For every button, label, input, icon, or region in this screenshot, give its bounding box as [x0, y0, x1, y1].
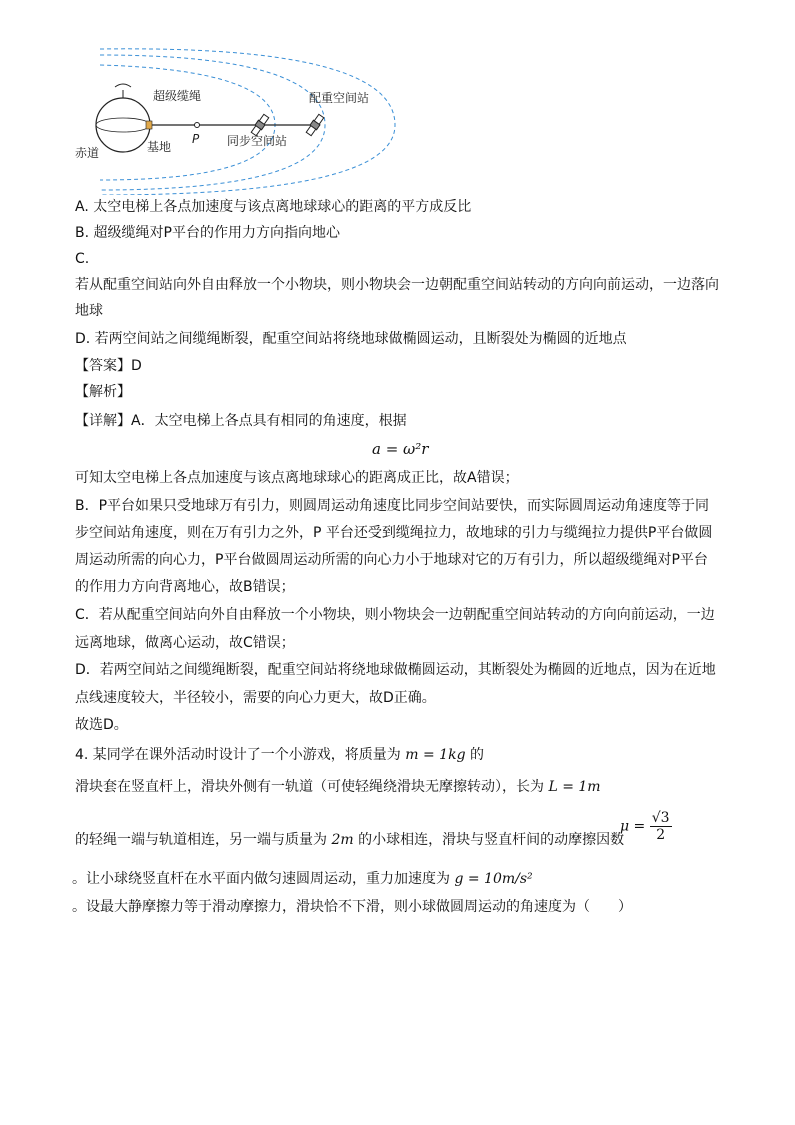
label-counter-station: 配重空间站	[309, 91, 370, 105]
q4-line-4	[72, 869, 533, 889]
mu-symbol: μ =	[620, 818, 646, 835]
earth-icon	[96, 98, 150, 152]
q4-line-2-text: 滑块套在竖直杆上，滑块外侧有一轨道（可使轻绳绕滑块无摩擦转动），长为	[75, 779, 544, 795]
label-base: 基地	[147, 140, 172, 154]
mu-numerator: √3	[651, 810, 670, 826]
option-d: D. 若两空间站之间缆绳断裂，配重空间站将绕地球做椭圆运动，且断裂处为椭圆的近地点	[75, 331, 627, 347]
mu-denominator: 2	[656, 827, 666, 843]
detail-d-2: 点线速度较大，半径较小，需要的向心力更大，故D正确。	[75, 690, 436, 706]
formula-a-omega-r: a = ω²r	[372, 440, 429, 458]
q4-gravity-value: g = 10m/s²	[454, 871, 533, 887]
q4-line-5: 。设最大静摩擦力等于滑动摩擦力，滑块恰不下滑，则小球做圆周运动的角速度为（ ）	[72, 899, 632, 915]
label-sync-station: 同步空间站	[227, 134, 288, 148]
detail-c-1: C．若从配重空间站向外自由释放一个小物块，则小物块会一边朝配重空间站转动的方向向前运动，一边	[75, 607, 715, 623]
label-p: P	[192, 132, 200, 146]
option-a: A. 太空电梯上各点加速度与该点离地球球心的距离的平方成反比	[75, 199, 472, 215]
detail-b-2: 步空间站角速度，则在万有引力之外，P 平台还受到缆绳拉力，故地球的引力与缆绳拉力提供P平台做圆	[75, 525, 713, 541]
q4-line-3-text-b: 的小球相连，滑块与竖直杆间的动摩擦因数	[358, 832, 625, 848]
option-c-label: C.	[75, 251, 90, 267]
q4-line-3	[75, 830, 624, 850]
detail-conclusion: 故选D。	[75, 717, 128, 733]
q4-line-1-text: 4. 某同学在课外活动时设计了一个小游戏，将质量为	[75, 747, 401, 763]
detail-a-conclusion: 可知太空电梯上各点加速度与该点离地球球心的距离成正比，故A错误；	[75, 470, 519, 486]
analysis-title: 【解析】	[75, 384, 131, 400]
q4-line-1	[75, 745, 484, 765]
space-elevator-diagram	[75, 45, 405, 195]
base-marker	[146, 121, 152, 129]
q4-line-4-text: 。让小球绕竖直杆在水平面内做匀速圆周运动，重力加速度为	[72, 871, 450, 887]
option-b: B. 超级缆绳对P平台的作用力方向指向地心	[75, 225, 340, 241]
option-c-text-2: 地球	[75, 303, 103, 319]
q4-friction-coefficient	[620, 810, 672, 843]
q4-length-value: L = 1m	[548, 779, 601, 795]
label-equator: 赤道	[75, 146, 100, 160]
detail-a-intro: 【详解】A．太空电梯上各点具有相同的角速度，根据	[75, 413, 407, 429]
q4-ball-mass: 2m	[331, 832, 354, 848]
detail-c-2: 远离地球，做离心运动，故C错误；	[75, 635, 295, 651]
mu-fraction	[650, 810, 672, 843]
detail-b-4: 的作用力方向背离地心，故B错误；	[75, 579, 295, 595]
q4-line-3-text-a: 的轻绳一端与轨道相连，另一端与质量为	[75, 832, 327, 848]
detail-b-1: B．P平台如果只受地球万有引力，则圆周运动角速度比同步空间站要快，而实际圆周运动角速度等于同	[75, 498, 710, 514]
p-platform-marker	[195, 123, 200, 128]
rotation-arrow-icon	[115, 84, 131, 87]
q4-line-1-end: 的	[469, 747, 484, 763]
detail-d-1: D．若两空间站之间缆绳断裂，配重空间站将绕地球做椭圆运动，其断裂处为椭圆的近地点，因为在近地	[75, 662, 716, 678]
q4-line-2	[75, 777, 601, 797]
label-cable: 超级缆绳	[153, 89, 202, 103]
detail-b-3: 周运动所需的向心力，P平台做圆周运动所需的向心力小于地球对它的万有引力，所以超级缆绳对P平台	[75, 552, 708, 568]
q4-mass-value: m = 1kg	[405, 747, 466, 763]
option-c-text-1: 若从配重空间站向外自由释放一个小物块，则小物块会一边朝配重空间站转动的方向向前运动，一边落向	[75, 277, 719, 293]
answer: 【答案】D	[75, 358, 142, 374]
